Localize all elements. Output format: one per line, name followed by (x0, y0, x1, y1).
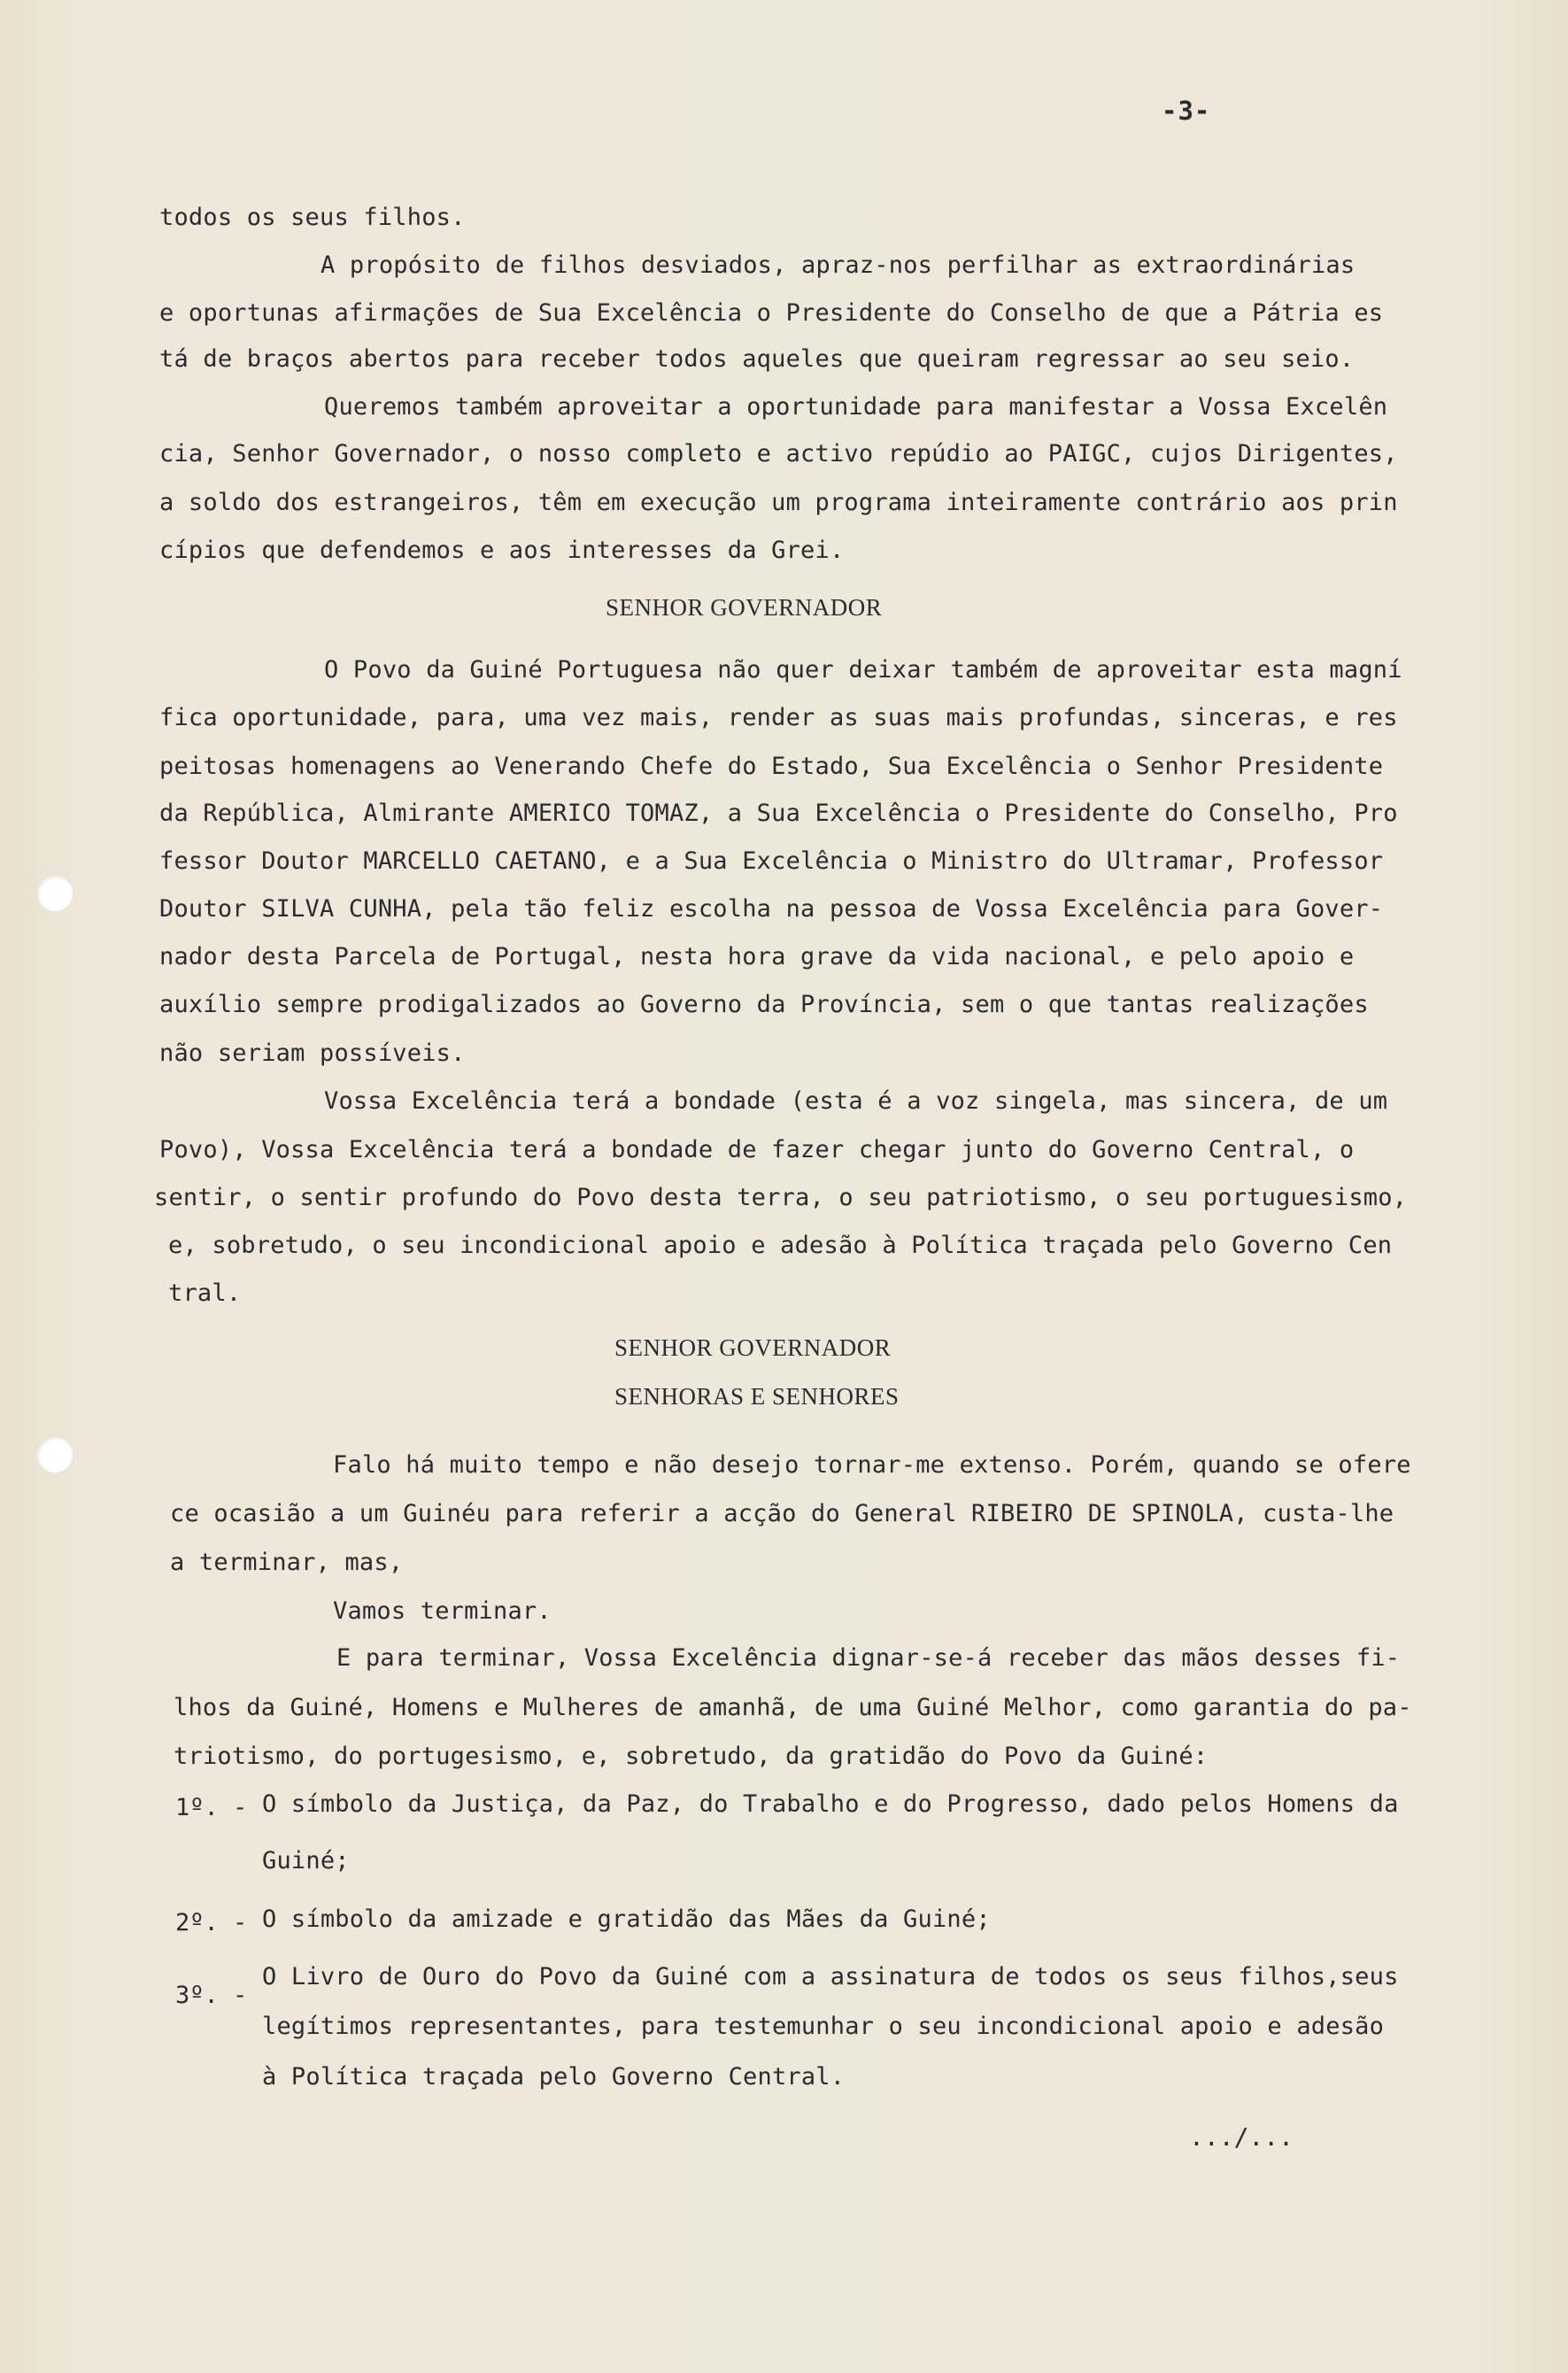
section-heading: SENHOR GOVERNADOR (614, 1334, 892, 1361)
text-line: fica oportunidade, para, uma vez mais, render as suas mais profundas, sinceras, e res (159, 704, 1398, 731)
list-item-line: Guiné; (262, 1847, 350, 1874)
text-line: Falo há muito tempo e não desejo tornar-me extenso. Porém, quando se ofere (333, 1451, 1411, 1479)
text-line: da República, Almirante AMERICO TOMAZ, a Sua Excelência o Presidente do Conselho, Pro (159, 800, 1398, 827)
punch-hole (37, 1437, 73, 1472)
text-line: ce ocasião a um Guinéu para referir a acção do General RIBEIRO DE SPINOLA, custa-lhe (170, 1500, 1394, 1527)
text-line: a soldo dos estrangeiros, têm em execução um programa inteiramente contrário aos prin (159, 489, 1398, 516)
punch-hole (37, 876, 73, 911)
text-line: auxílio sempre prodigalizados ao Governo da Província, sem o que tantas realizações (159, 991, 1369, 1018)
text-line: Queremos também aproveitar a oportunidade para manifestar a Vossa Excelên (324, 393, 1388, 421)
text-line: tá de braços abertos para receber todos aqueles que queiram regressar ao seu seio. (159, 345, 1355, 373)
list-item-line: O símbolo da Justiça, da Paz, do Trabalho e do Progresso, dado pelos Homens da (262, 1790, 1399, 1818)
text-line: sentir, o sentir profundo do Povo desta terra, o seu patriotismo, o seu portuguesismo, (154, 1184, 1408, 1211)
text-line: tral. (168, 1279, 242, 1307)
section-heading: SENHORAS E SENHORES (614, 1383, 900, 1410)
text-line: e, sobretudo, o seu incondicional apoio e adesão à Política traçada pelo Governo Cen (168, 1232, 1393, 1259)
text-line: O Povo da Guiné Portuguesa não quer deixar também de aproveitar esta magní (324, 656, 1402, 684)
text-line: fessor Doutor MARCELLO CAETANO, e a Sua Excelência o Ministro do Ultramar, Professor (159, 847, 1384, 875)
text-line: E para terminar, Vossa Excelência dignar-se-á receber das mãos desses fi- (336, 1644, 1401, 1672)
section-heading: SENHOR GOVERNADOR (606, 594, 883, 621)
text-line: todos os seus filhos. (159, 204, 466, 231)
text-line: peitosas homenagens ao Venerando Chefe do Estado, Sua Excelência o Senhor Presidente (159, 753, 1384, 780)
list-number: 1º. - (175, 1794, 248, 1821)
page-number: -3- (1162, 96, 1211, 126)
continuation-mark: .../... (1189, 2122, 1294, 2152)
text-line: a terminar, mas, (170, 1549, 404, 1576)
list-item-line: O símbolo da amizade e gratidão das Mães da Guiné; (262, 1905, 991, 1933)
text-line: Doutor SILVA CUNHA, pela tão feliz escolha na pessoa de Vossa Excelência para Gover- (159, 895, 1384, 923)
text-line: não seriam possíveis. (159, 1040, 466, 1067)
list-number: 2º. - (175, 1909, 248, 1936)
list-number: 3º. - (175, 1982, 248, 2009)
list-item-line: O Livro de Ouro do Povo da Guiné com a assinatura de todos os seus filhos,seus (262, 1963, 1399, 1990)
text-line: nador desta Parcela de Portugal, nesta hora grave da vida nacional, e pelo apoio e (159, 943, 1355, 970)
text-line: Vamos terminar. (333, 1597, 552, 1625)
text-line: A propósito de filhos desviados, apraz-nos perfilhar as extraordinárias (321, 251, 1356, 279)
text-line: Vossa Excelência terá a bondade (esta é a voz singela, mas sincera, de um (324, 1087, 1388, 1115)
text-line: e oportunas afirmações de Sua Excelência o Presidente do Conselho de que a Pátria es (159, 299, 1384, 327)
list-item-line: à Política traçada pelo Governo Central. (262, 2063, 846, 2091)
text-line: lhos da Guiné, Homens e Mulheres de amanhã, de uma Guiné Melhor, como garantia do pa- (174, 1694, 1412, 1721)
text-line: cípios que defendemos e aos interesses da Grei. (159, 537, 845, 564)
text-line: triotismo, do portugesismo, e, sobretudo, da gratidão do Povo da Guiné: (174, 1743, 1209, 1770)
text-line: Povo), Vossa Excelência terá a bondade de fazer chegar junto do Governo Central, o (159, 1136, 1355, 1163)
text-line: cia, Senhor Governador, o nosso completo e activo repúdio ao PAIGC, cujos Dirigentes, (159, 440, 1398, 468)
list-item-line: legítimos representantes, para testemunhar o seu incondicional apoio e adesão (262, 2013, 1385, 2040)
